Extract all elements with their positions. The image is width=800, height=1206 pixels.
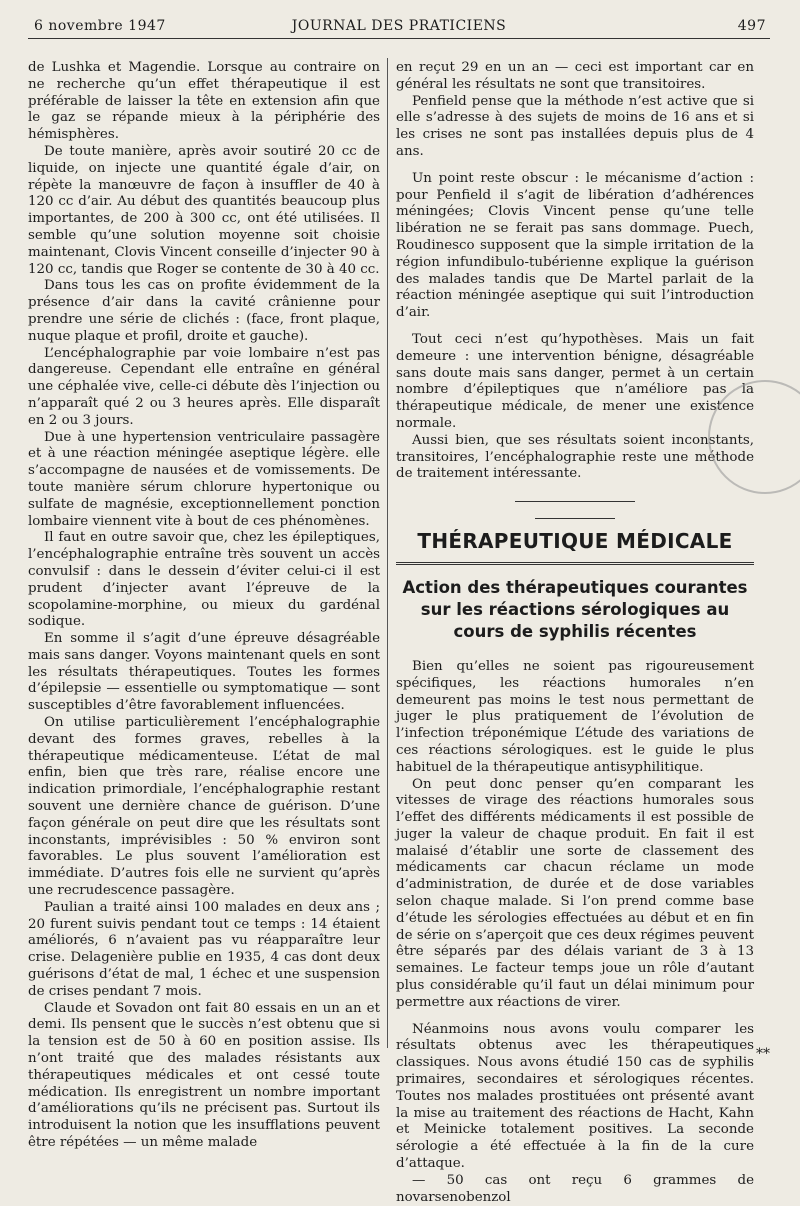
right-column	[396, 60, 754, 1206]
page-header	[28, 14, 770, 39]
left-column	[28, 60, 380, 1152]
paragraph: Paulian a traité ainsi 100 malades en deux ans ; 20 furent suivis pendant tout ce temps : 14 étaient améliorés, 6 n’avaient pas vu réapparaître leur crise. Delagenière publie en 1935, 4 cas dont deux guérisons d’état de mal, 1 échec et une suspension de crises pendant 7 mois.	[28, 899, 380, 999]
paragraph: L’encéphalographie par voie lombaire n’est pas dangereuse. Cependant elle entraîne en général une céphalée vive, celle-ci débute dès l’injection ou n’apparaît qué 2 ou 3 heures après. Elle disparaît en 2 ou 3 jours.	[28, 345, 380, 428]
header-page-number: 497	[737, 18, 766, 34]
paragraph: On utilise particulièrement l’encéphalographie devant des formes graves, rebelles à la thérapeutique médicamenteuse. L’état de mal enfin, bien que très rare, réalise encore une indication primordiale, l’encéphalographie restant souvent une dernière chance de guérison. D’une façon générale on peut dire que les résultats sont inconstants, imprévisibles : 50 % environ sont favorables. Le plus souvent l’amélioration est immédiate. D’autres fois elle ne survient qu’après une recrudescence passagère.	[28, 715, 380, 899]
paragraph: en reçut 29 en un an — ceci est important car en général les résultats ne sont que transitoires.	[396, 60, 754, 92]
paragraph: Aussi bien, que ses résultats soient inconstants, transitoires, l’encéphalographie reste une méthode de traitement intéressante.	[396, 432, 754, 482]
header-journal-title: JOURNAL DES PRATICIENS	[291, 18, 507, 34]
paragraph: Penfield pense que la méthode n’est active que si elle s’adresse à des sujets de moins de 16 ans et si les crises ne sont pas installées depuis plus de 4 ans.	[396, 93, 754, 159]
paragraph: — 50 cas ont reçu 6 grammes de novarsenobenzol	[396, 1172, 754, 1205]
paragraph: Due à une hypertension ventriculaire passagère et à une réaction méningée aseptique légère. elle s’accompagne de nausées et de vomissements. De toute manière sérum chlorure hypertonique ou sulfate de magnésie, exceptionnellement ponction lombaire viennent vite à bout de ces phénomènes.	[28, 429, 380, 529]
separator-rule	[535, 518, 615, 519]
paragraph: De toute manière, après avoir soutiré 20 cc de liquide, on injecte une quantité égale d’air, on répète la manœuvre de façon à insuffler de 40 à 120 cc d’air. Au début des quantités beaucoup plus importantes, de 200 à 300 cc, ont été utilisées. Il semble qu’une solution moyenne soit choisie maintenant, Clovis Vincent conseille d’injecter 90 à 120 cc, tandis que Roger se contente de 30 à 40 cc.	[28, 143, 380, 277]
paragraph: Néanmoins nous avons voulu comparer les résultats obtenus avec les thérapeutiques classiques. Nous avons étudié 150 cas de syphilis primaires, secondaires et sérologiques récentes. Toutes nos malades prostituées ont présenté avant la mise au traitement des réactions de Hacht, Kahn et Meinicke totalement positives. La seconde sérologie a été effectuée à la fin de la cure d’attaque.	[396, 1021, 754, 1172]
paragraph: Claude et Sovadon ont fait 80 essais en un an et demi. Ils pensent que le succès n’est obtenu que si la tension est de 50 à 60 en position assise. Ils n’ont traité que des malades résistants aux thérapeutiques médicales et ont cessé toute médication. Ils enregistrent un nombre important d’améliorations qu’ils ne précisent pas. Surtout ils introduisent la notion que les insufflations peuvent être répétées — un même malade	[28, 1000, 380, 1150]
paragraph: En somme il s’agit d’une épreuve désagréable mais sans danger. Voyons maintenant quels en sont les résultats thérapeutiques. Toutes les formes d’épilepsie — essentielle ou symptomatique — sont susceptibles d’être favorablement influencées.	[28, 631, 380, 714]
section-title: THÉRAPEUTIQUE MÉDICALE	[417, 529, 733, 554]
article-title: Action des thérapeutiques courantes sur les réactions sérologiques au cours de syphilis récentes	[402, 577, 748, 641]
section-rule	[396, 562, 754, 565]
separator-rule	[515, 501, 635, 502]
paragraph: Bien qu’elles ne soient pas rigoureusement spécifiques, les réactions humorales n’en demeurent pas moins le test nous permettant de juger le plus pratiquement de l’évolution de l’infection tréponémique L’étude des variations de ces réactions sérologiques. est le guide le plus habituel de la thérapeutique antisyphilitique.	[396, 658, 754, 775]
column-divider	[387, 58, 388, 1048]
paragraph: Dans tous les cas on profite évidemment de la présence d’air dans la cavité crânienne pour prendre une série de clichés : (face, front plaque, nuque plaque et profil, droite et gauche).	[28, 278, 380, 344]
header-date: 6 novembre 1947	[34, 18, 166, 34]
paragraph: Il faut en outre savoir que, chez les épileptiques, l’encéphalographie entraîne très souvent un accès convulsif : dans le dessein d’éviter celui-ci il est prudent d’injecter avant l’épreuve de la scopolamine-morphine, ou mieux du gardénal sodique.	[28, 530, 380, 630]
paragraph: Tout ceci n’est qu’hypothèses. Mais un fait demeure : une intervention bénigne, désagréable sans doute mais sans danger, permet à un certain nombre d’épileptiques que n’améliore pas la thérapeutique médicale, de mener une existence normale.	[396, 331, 754, 431]
footer-mark: **	[756, 1046, 770, 1062]
paragraph: de Lushka et Magendie. Lorsque au contraire on ne recherche qu’un effet thérapeutique il est préférable de laisser la tête en extension afin que le gaz se répande mieux à la périphérie des hémisphères.	[28, 60, 380, 143]
paragraph: Un point reste obscur : le mécanisme d’action : pour Penfield il s’agit de libération d’adhérences méningées; Clovis Vincent pense qu’une telle libération ne se ferait pas sans dommage. Puech, Roudinesco supposent que la simple irritation de la région infundibulo-tubérienne explique la guérison des malades tandis que De Martel parlait de la réaction méningée aseptique qui suit l’introduction d’air.	[396, 170, 754, 321]
paragraph: On peut donc penser qu’en comparant les vitesses de virage des réactions humorales sous l’effet des différents médicaments il est possible de juger la valeur de chaque produit. En fait il est malaisé d’établir une sorte de classement des médicaments car chacun réclame un mode d’administration, de durée et de dose variables selon chaque malade. Si l’on prend comme base d’étude les sérologies effectuées au début et en fin de série on s’aperçoit que ces deux régimes peuvent être séparés par des délais variant de 3 à 13 semaines. Le facteur temps joue un rôle d’autant plus considérable qu’il faut un délai minimum pour permettre aux réactions de virer.	[396, 776, 754, 1010]
